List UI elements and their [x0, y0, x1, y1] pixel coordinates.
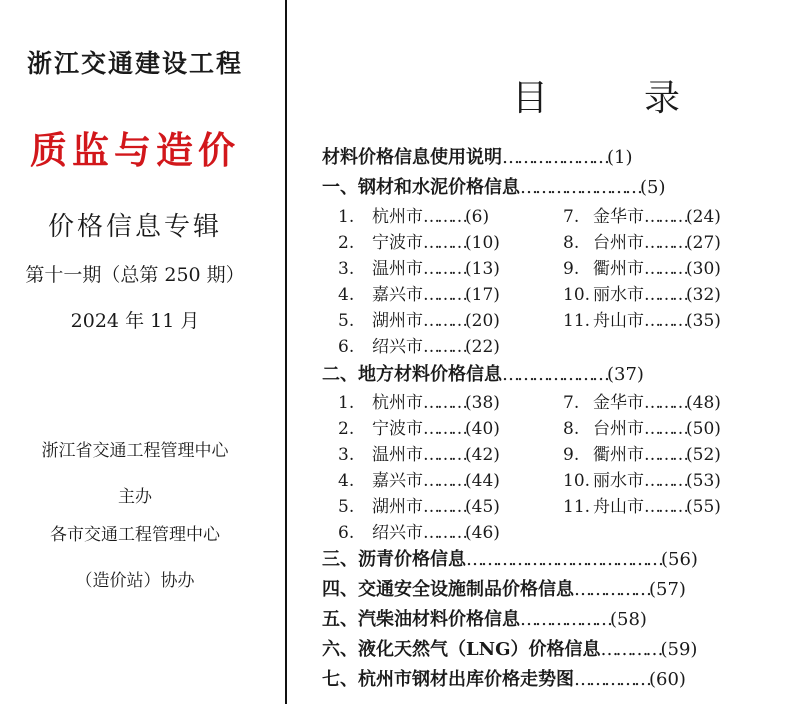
toc-city-name: 绍兴市 — [372, 523, 423, 543]
toc-leader-dots: ……… — [644, 471, 686, 491]
toc-city-name: 嘉兴市 — [372, 471, 423, 491]
toc-city-entry[interactable] — [338, 284, 500, 306]
toc-city-name: 金华市 — [593, 393, 644, 413]
toc-leader-dots: …………………… — [520, 177, 640, 198]
toc-page-number: (20) — [465, 311, 500, 331]
toc-entry-number: 7. — [563, 393, 580, 413]
toc-page-number: (30) — [686, 259, 721, 279]
toc-entry-number: 8. — [563, 233, 580, 253]
toc-leader-dots: ……………… — [520, 609, 610, 630]
toc-leader-dots: ………………………………… — [466, 549, 661, 570]
toc-city-name: 杭州市 — [372, 393, 423, 413]
toc-city-name: 温州市 — [372, 259, 423, 279]
toc-city-name: 温州市 — [372, 445, 423, 465]
toc-intro-entry[interactable] — [322, 147, 633, 169]
toc-entry-label: 七、杭州市钢材出库价格走势图 — [322, 669, 574, 690]
toc-entry-number: 4. — [338, 285, 355, 305]
toc-entry-number: 9. — [563, 445, 580, 465]
toc-city-entry[interactable] — [563, 310, 721, 332]
toc-leader-dots: ……… — [423, 337, 465, 357]
vertical-divider — [285, 0, 287, 704]
toc-leader-dots: ……… — [423, 419, 465, 439]
toc-entry-number: 1. — [338, 207, 355, 227]
toc-leader-dots: ……… — [644, 311, 686, 331]
toc-page-number: (48) — [686, 393, 721, 413]
toc-section-3[interactable] — [322, 549, 698, 571]
toc-page-number: (58) — [610, 609, 647, 630]
toc-leader-dots: ……… — [423, 233, 465, 253]
toc-page-number: (35) — [686, 311, 721, 331]
toc-city-entry[interactable] — [563, 206, 721, 228]
toc-page-number: (59) — [660, 639, 698, 660]
toc-city-name: 丽水市 — [593, 471, 644, 491]
toc-city-entry[interactable] — [338, 310, 500, 332]
toc-city-entry[interactable] — [338, 336, 500, 358]
toc-city-name: 台州市 — [593, 419, 644, 439]
toc-city-name: 杭州市 — [372, 207, 423, 227]
toc-page-number: (22) — [465, 337, 500, 357]
toc-city-entry[interactable] — [338, 232, 500, 254]
toc-leader-dots: ……… — [423, 285, 465, 305]
toc-city-name: 嘉兴市 — [372, 285, 423, 305]
toc-entry-label: 三、沥青价格信息 — [322, 549, 466, 570]
toc-leader-dots: ……… — [423, 311, 465, 331]
toc-page-number: (44) — [465, 471, 500, 491]
toc-section-6[interactable] — [322, 639, 697, 661]
toc-entry-number: 3. — [338, 259, 355, 279]
cover-panel — [0, 0, 284, 704]
toc-city-entry[interactable] — [563, 284, 721, 306]
toc-page-number: (24) — [686, 207, 721, 227]
organizer: 浙江省交通工程管理中心 — [41, 441, 229, 461]
toc-page-number: (42) — [465, 445, 500, 465]
toc-page-number: (37) — [607, 364, 644, 385]
toc-leader-dots: ……… — [644, 445, 686, 465]
toc-leader-dots: ………………… — [502, 364, 607, 385]
toc-city-entry[interactable] — [563, 232, 721, 254]
toc-entry-number: 3. — [338, 445, 355, 465]
toc-entry-number: 7. — [563, 207, 580, 227]
toc-leader-dots: ……… — [644, 419, 686, 439]
toc-city-entry[interactable] — [563, 496, 721, 518]
toc-page-number: (32) — [686, 285, 721, 305]
toc-leader-dots: ………… — [600, 639, 661, 660]
toc-entry-number: 2. — [338, 233, 355, 253]
co-organizer: 各市交通工程管理中心 — [50, 525, 220, 545]
toc-city-name: 金华市 — [593, 207, 644, 227]
toc-city-entry[interactable] — [338, 522, 500, 544]
toc-leader-dots: ……… — [644, 285, 686, 305]
toc-entry-number: 8. — [563, 419, 580, 439]
toc-entry-number: 10. — [563, 471, 591, 491]
toc-page-number: (13) — [465, 259, 500, 279]
toc-city-name: 湖州市 — [372, 497, 423, 517]
toc-page-number: (55) — [686, 497, 721, 517]
issue-date: 2024 年 11 月 — [70, 310, 200, 332]
toc-page-number: (40) — [465, 419, 500, 439]
toc-leader-dots: ……… — [423, 523, 465, 543]
toc-city-entry[interactable] — [338, 418, 500, 440]
toc-entry-number: 5. — [338, 497, 355, 517]
toc-page-number: (45) — [465, 497, 500, 517]
toc-city-name: 舟山市 — [593, 497, 644, 517]
toc-city-name: 丽水市 — [593, 285, 644, 305]
toc-city-entry[interactable] — [338, 258, 500, 280]
toc-leader-dots: ……… — [423, 393, 465, 413]
organizer-role: 主办 — [118, 487, 152, 507]
toc-city-entry[interactable] — [338, 496, 500, 518]
toc-entry-label: 一、钢材和水泥价格信息 — [322, 177, 520, 198]
toc-entry-label: 二、地方材料价格信息 — [322, 364, 502, 385]
toc-entry-number: 2. — [338, 419, 355, 439]
toc-city-entry[interactable] — [563, 418, 721, 440]
special-issue-label: 价格信息专辑 — [47, 212, 222, 242]
toc-page-number: (38) — [465, 393, 500, 413]
toc-page-number: (53) — [686, 471, 721, 491]
toc-leader-dots: ……… — [423, 445, 465, 465]
toc-title: 目 录 — [512, 78, 711, 119]
toc-section-7[interactable] — [322, 669, 686, 691]
toc-city-entry[interactable] — [563, 392, 721, 414]
toc-entry-number: 6. — [338, 337, 355, 357]
toc-page-number: (52) — [686, 445, 721, 465]
toc-city-name: 台州市 — [593, 233, 644, 253]
toc-entry-label: 材料价格信息使用说明 — [322, 147, 502, 168]
toc-leader-dots: ……… — [644, 259, 686, 279]
toc-city-entry[interactable] — [563, 444, 721, 466]
toc-leader-dots: ……… — [644, 207, 686, 227]
toc-city-entry[interactable] — [563, 470, 721, 492]
toc-leader-dots: ………………… — [502, 147, 607, 168]
toc-page-number: (27) — [686, 233, 721, 253]
toc-leader-dots: ……… — [423, 259, 465, 279]
toc-city-name: 衢州市 — [593, 259, 644, 279]
toc-section-4[interactable] — [322, 579, 686, 601]
issue-number: 第十一期（总第 250 期） — [25, 264, 245, 286]
toc-entry-number: 1. — [338, 393, 355, 413]
toc-page-number: (56) — [661, 549, 698, 570]
toc-leader-dots: ……… — [644, 497, 686, 517]
toc-entry-number: 6. — [338, 523, 355, 543]
brand-title: 质监与造价 — [30, 128, 240, 172]
toc-entry-number: 10. — [563, 285, 591, 305]
toc-section-1[interactable] — [322, 177, 666, 199]
toc-entry-number: 5. — [338, 311, 355, 331]
toc-page-number: (57) — [649, 579, 686, 600]
toc-page-number: (5) — [640, 177, 666, 198]
toc-leader-dots: …………… — [574, 579, 649, 600]
toc-city-entry[interactable] — [338, 444, 500, 466]
toc-entry-label: 五、汽柴油材料价格信息 — [322, 609, 520, 630]
toc-page-number: (10) — [465, 233, 500, 253]
toc-city-entry[interactable] — [338, 392, 500, 414]
toc-page-number: (50) — [686, 419, 721, 439]
publication-title: 浙江交通建设工程 — [26, 49, 243, 78]
toc-entry-number: 9. — [563, 259, 580, 279]
toc-leader-dots: ……… — [423, 207, 465, 227]
toc-page-number: (1) — [607, 147, 633, 168]
toc-city-name: 衢州市 — [593, 445, 644, 465]
toc-entry-label: 四、交通安全设施制品价格信息 — [322, 579, 574, 600]
toc-page-number: (17) — [465, 285, 500, 305]
toc-city-name: 湖州市 — [372, 311, 423, 331]
toc-leader-dots: ……… — [644, 233, 686, 253]
toc-section-2[interactable] — [322, 364, 644, 386]
toc-city-name: 宁波市 — [372, 419, 423, 439]
toc-city-name: 舟山市 — [593, 311, 644, 331]
co-organizer-role: （造价站）协办 — [75, 571, 195, 591]
toc-city-entry[interactable] — [563, 258, 721, 280]
toc-city-entry[interactable] — [338, 470, 500, 492]
toc-page-number: (46) — [465, 523, 500, 543]
toc-entry-number: 4. — [338, 471, 355, 491]
toc-leader-dots: ……… — [423, 497, 465, 517]
toc-city-name: 宁波市 — [372, 233, 423, 253]
toc-page-number: (6) — [465, 207, 490, 227]
toc-section-5[interactable] — [322, 609, 647, 631]
toc-leader-dots: …………… — [574, 669, 649, 690]
toc-entry-number: 11. — [563, 497, 591, 517]
toc-city-entry[interactable] — [338, 206, 489, 228]
toc-entry-label: 六、液化天然气（LNG）价格信息 — [322, 639, 601, 660]
toc-leader-dots: ……… — [423, 471, 465, 491]
toc-city-name: 绍兴市 — [372, 337, 423, 357]
toc-entry-number: 11. — [563, 311, 591, 331]
toc-leader-dots: ……… — [644, 393, 686, 413]
toc-page-number: (60) — [649, 669, 686, 690]
